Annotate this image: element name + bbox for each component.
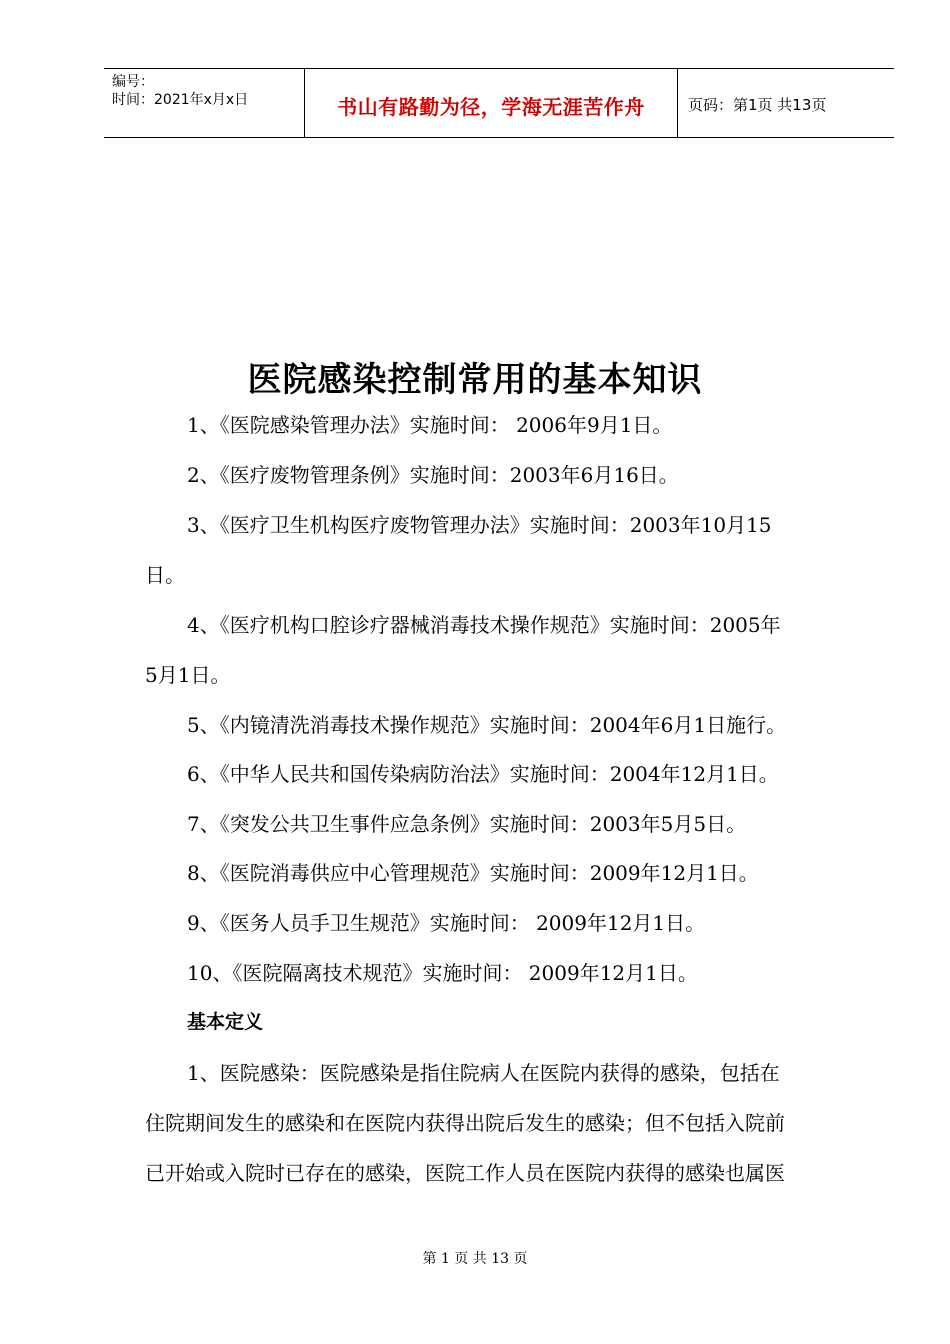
definition-line: 住院期间发生的感染和在医院内获得出院后发生的感染；但不包括入院前 (145, 1111, 785, 1135)
list-item: 4、《医疗机构口腔诊疗器械消毒技术操作规范》实施时间：2005年 (187, 613, 781, 637)
header-page-cell (678, 69, 894, 137)
page-footer: 第 1 页 共 13 页 (422, 1251, 528, 1267)
list-item-continuation: 日。 (145, 563, 185, 587)
header-page-info: 页码：第1页 共13页 (688, 96, 827, 114)
list-item-continuation: 5月1日。 (145, 663, 231, 687)
list-item: 6、《中华人民共和国传染病防治法》实施时间：2004年12月1日。 (187, 762, 779, 786)
code-label: 编号： (112, 74, 154, 90)
list-item: 7、《突发公共卫生事件应急条例》实施时间：2003年5月5日。 (187, 812, 747, 836)
section-heading: 基本定义 (187, 1011, 264, 1033)
list-item: 5、《内镜清洗消毒技术操作规范》实施时间：2004年6月1日施行。 (187, 713, 787, 737)
list-item: 1、《医院感染管理办法》实施时间： 2006年9月1日。 (187, 413, 673, 437)
list-item: 8、《医院消毒供应中心管理规范》实施时间：2009年12月1日。 (187, 861, 759, 885)
list-item: 3、《医疗卫生机构医疗废物管理办法》实施时间：2003年10月15 (187, 513, 772, 537)
page-header (104, 68, 894, 138)
list-item: 9、《医务人员手卫生规范》实施时间： 2009年12月1日。 (187, 911, 706, 935)
document-title: 医院感染控制常用的基本知识 (247, 360, 703, 400)
list-item: 2、《医疗废物管理条例》实施时间：2003年6月16日。 (187, 463, 679, 487)
time-label: 时间：2021年x月x日 (112, 92, 249, 108)
list-item: 10、《医院隔离技术规范》实施时间： 2009年12月1日。 (187, 961, 698, 985)
definition-line: 已开始或入院时已存在的感染，医院工作人员在医院内获得的感染也属医 (145, 1161, 785, 1185)
definition-line: 1、医院感染：医院感染是指住院病人在医院内获得的感染，包括在 (187, 1061, 780, 1085)
header-motto: 书山有路勤为径，学海无涯苦作舟 (337, 95, 645, 119)
header-motto-cell (305, 69, 678, 137)
header-meta-cell (104, 69, 305, 137)
